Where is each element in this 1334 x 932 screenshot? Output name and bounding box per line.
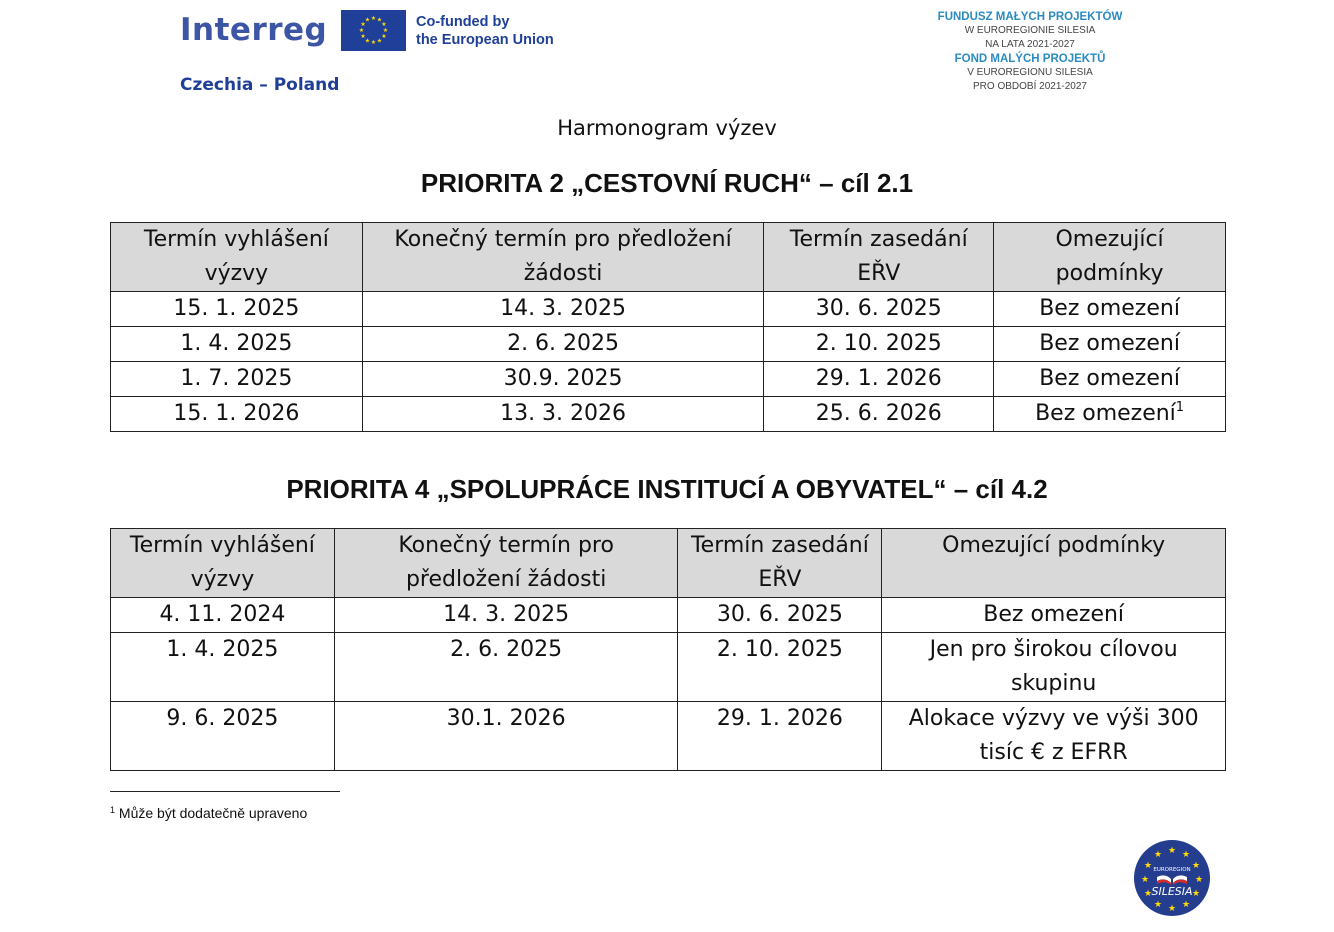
table-cell: 30. 6. 2025 <box>678 598 882 633</box>
table-cell: 29. 1. 2026 <box>678 702 882 771</box>
footnote <box>110 805 307 821</box>
table-cell: 1. 7. 2025 <box>111 362 363 397</box>
svg-text:★: ★ <box>370 15 377 22</box>
svg-text:★: ★ <box>360 21 366 28</box>
svg-text:★: ★ <box>1181 850 1191 860</box>
table-cell: 1. 4. 2025 <box>111 327 363 362</box>
fund-line-6: PRO OBDOBÍ 2021-2027 <box>973 81 1087 92</box>
cell-text: Bez omezení <box>1035 401 1176 426</box>
table-cell: 14. 3. 2025 <box>362 292 764 327</box>
logo-top-text: EUROREGION <box>1153 867 1191 873</box>
table-row <box>111 633 1226 702</box>
table-cell: 2. 10. 2025 <box>764 327 994 362</box>
table-cell: 2. 10. 2025 <box>678 633 882 702</box>
table-cell: 2. 6. 2025 <box>362 327 764 362</box>
table-cell: 29. 1. 2026 <box>764 362 994 397</box>
svg-text:★: ★ <box>381 33 387 40</box>
column-header: Termín zasedání EŘV <box>678 529 882 598</box>
svg-text:★: ★ <box>1181 900 1191 910</box>
table-header-row <box>111 223 1226 292</box>
table-row <box>111 292 1226 327</box>
svg-text:★: ★ <box>1143 889 1153 899</box>
table-cell: 25. 6. 2026 <box>764 397 994 432</box>
logo-name-text: SILESIA <box>1151 885 1193 898</box>
footnote-mark: 1 <box>110 805 116 815</box>
svg-text:★: ★ <box>382 27 389 34</box>
table-cell: 15. 1. 2026 <box>111 397 363 432</box>
footnote-separator <box>110 791 340 792</box>
column-header: Termín vyhlášení výzvy <box>111 223 363 292</box>
svg-text:★: ★ <box>364 16 371 24</box>
svg-text:★: ★ <box>1191 861 1201 871</box>
column-header: Konečný termín pro předložení žádosti <box>362 223 764 292</box>
cofunded-line-2: the European Union <box>416 32 554 48</box>
table-cell: 4. 11. 2024 <box>111 598 335 633</box>
priority-4-table <box>110 528 1226 771</box>
fund-line-5: V EUROREGIONU SILESIA <box>967 67 1093 78</box>
column-header: Termín zasedání EŘV <box>764 223 994 292</box>
column-header: Termín vyhlášení výzvy <box>111 529 335 598</box>
svg-text:★: ★ <box>381 21 387 28</box>
cofunded-label <box>416 13 554 49</box>
svg-text:★: ★ <box>1194 875 1204 885</box>
column-header: Omezující podmínky <box>882 529 1226 598</box>
document-title: Harmonogram výzev <box>557 116 777 140</box>
svg-text:★: ★ <box>376 37 383 45</box>
table-cell: 14. 3. 2025 <box>334 598 678 633</box>
svg-text:★: ★ <box>1191 889 1201 899</box>
fund-line-1: FUNDUSZ MAŁYCH PROJEKTÓW <box>937 11 1123 23</box>
table-cell: 13. 3. 2026 <box>362 397 764 432</box>
table-header-row <box>111 529 1226 598</box>
table-cell: 9. 6. 2025 <box>111 702 335 771</box>
svg-text:★: ★ <box>1143 861 1153 871</box>
footnote-text: Může být dodatečně upraveno <box>118 805 308 821</box>
svg-text:★: ★ <box>370 39 377 46</box>
table-cell: Jen pro širokou cílovou skupinu <box>882 633 1226 702</box>
table-cell: 15. 1. 2025 <box>111 292 363 327</box>
region-label: Czechia – Poland <box>180 75 340 95</box>
table-row <box>111 702 1226 771</box>
interreg-logo: Interreg <box>180 12 328 48</box>
table-row <box>111 327 1226 362</box>
table-cell: 2. 6. 2025 <box>334 633 678 702</box>
table-cell: Bez omezení <box>994 327 1226 362</box>
table-row <box>111 397 1226 432</box>
svg-text:★: ★ <box>376 16 383 24</box>
table-row <box>111 598 1226 633</box>
fund-line-4: FOND MALÝCH PROJEKTŮ <box>954 53 1106 65</box>
table-cell: 30. 6. 2025 <box>764 292 994 327</box>
eu-flag-icon <box>341 10 406 51</box>
table-cell: Bez omezení <box>994 292 1226 327</box>
column-header: Omezující podmínky <box>994 223 1226 292</box>
svg-text:★: ★ <box>1153 900 1163 910</box>
priority-2-heading: PRIORITA 2 „CESTOVNÍ RUCH“ – cíl 2.1 <box>420 168 914 198</box>
svg-text:★: ★ <box>1140 875 1150 885</box>
svg-text:★: ★ <box>1167 904 1177 914</box>
table-cell: Alokace výzvy ve výši 300 tisíc € z EFRR <box>882 702 1226 771</box>
column-header: Konečný termín pro předložení žádosti <box>334 529 678 598</box>
table-cell: 30.9. 2025 <box>362 362 764 397</box>
footnote-reference[interactable]: 1 <box>1175 400 1185 415</box>
euroregion-silesia-logo <box>1133 839 1211 922</box>
fund-line-2: W EUROREGIONIE SILESIA <box>964 25 1096 36</box>
fund-line-3: NA LATA 2021-2027 <box>985 39 1075 50</box>
table-cell: 1. 4. 2025 <box>111 633 335 702</box>
table-cell <box>994 397 1226 432</box>
priority-2-table <box>110 222 1226 432</box>
svg-text:★: ★ <box>360 33 366 40</box>
svg-text:★: ★ <box>358 27 365 34</box>
priority-4-heading: PRIORITA 4 „SPOLUPRÁCE INSTITUCÍ A OBYVATEL“ – cíl 4.2 <box>286 474 1048 504</box>
small-projects-fund-logo <box>920 10 1140 94</box>
svg-text:★: ★ <box>1153 850 1163 860</box>
table-cell: Bez omezení <box>882 598 1226 633</box>
cofunded-line-1: Co-funded by <box>416 14 510 30</box>
svg-text:★: ★ <box>1167 846 1177 856</box>
table-cell: Bez omezení <box>994 362 1226 397</box>
table-cell: 30.1. 2026 <box>334 702 678 771</box>
table-row <box>111 362 1226 397</box>
svg-text:★: ★ <box>364 37 371 45</box>
